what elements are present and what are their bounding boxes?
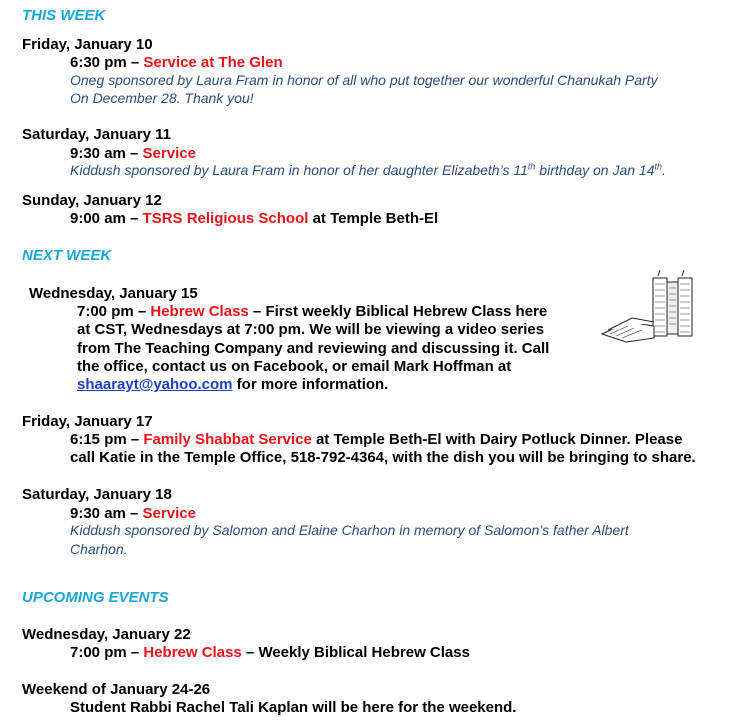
event-note: Oneg sponsored by Laura Fram in honor of all who put together our wonderful Chanukah Party (70, 72, 658, 88)
event-line (70, 644, 470, 661)
event-description: at Temple Beth-El with Dairy Potluck Dinner. Please (311, 431, 683, 448)
event-date: Wednesday, January 22 (22, 626, 191, 643)
event-line (70, 210, 438, 227)
event-time: 6:30 pm – (70, 54, 144, 71)
event-time: 6:15 pm – (70, 431, 144, 448)
event-description: at CST, Wednesdays at 7:00 pm. We will be viewing a video series (77, 321, 545, 338)
note-text: . (662, 162, 666, 178)
upcoming-events-heading: UPCOMING EVENTS (22, 589, 169, 606)
event-line (70, 431, 682, 448)
event-title: Family Shabbat Service (143, 431, 312, 448)
event-title: TSRS Religious School (142, 210, 309, 227)
event-line (77, 376, 388, 393)
event-date: Saturday, January 18 (22, 486, 172, 503)
event-description: call Katie in the Temple Office, 518-792-4364, with the dish you will be bringing to share. (70, 449, 696, 466)
event-time: 7:00 pm – (70, 644, 144, 661)
superscript: th (527, 161, 536, 172)
event-description: – First weekly Biblical Hebrew Class here (248, 303, 548, 320)
event-description: – Weekly Biblical Hebrew Class (241, 644, 470, 661)
event-date: Wednesday, January 15 (29, 285, 198, 302)
event-time: 9:30 am – (70, 145, 143, 162)
event-location: at Temple Beth-El (308, 210, 439, 227)
event-title: Hebrew Class (143, 644, 242, 661)
event-description: from The Teaching Company and reviewing and discussing it. Call (77, 340, 550, 357)
event-title: Service at The Glen (143, 54, 283, 71)
event-title: Service (142, 505, 196, 522)
event-date: Weekend of January 24-26 (22, 681, 211, 698)
this-week-heading: THIS WEEK (22, 7, 106, 24)
torah-scroll-icon (598, 268, 708, 344)
event-note: Kiddush sponsored by Salomon and Elaine Charhon in memory of Salomon’s father Albert (70, 522, 629, 538)
event-date: Saturday, January 11 (22, 126, 171, 143)
event-date: Friday, January 17 (22, 413, 153, 430)
event-note: Charhon. (70, 541, 128, 557)
event-description: the office, contact us on Facebook, or email Mark Hoffman at (77, 358, 512, 375)
email-link[interactable]: shaarayt@yahoo.com (77, 376, 233, 393)
event-time: 9:30 am – (70, 505, 143, 522)
event-title: Service (142, 145, 196, 162)
event-note (70, 162, 666, 178)
event-time: 9:00 am – (70, 210, 143, 227)
event-note: On December 28. Thank you! (70, 90, 254, 106)
note-text: Kiddush sponsored by Laura Fram in honor of her daughter Elizabeth’s 11 (70, 162, 528, 178)
note-text: birthday on Jan 14 (535, 162, 655, 178)
event-line (77, 303, 547, 320)
event-date: Sunday, January 12 (22, 192, 162, 209)
event-title: Hebrew Class (150, 303, 249, 320)
next-week-heading: NEXT WEEK (22, 247, 112, 264)
event-date: Friday, January 10 (22, 36, 153, 53)
superscript: th (654, 161, 663, 172)
event-time: 7:00 pm – (77, 303, 151, 320)
event-description: Student Rabbi Rachel Tali Kaplan will be here for the weekend. (70, 699, 517, 716)
event-line (70, 145, 196, 162)
event-line (70, 54, 283, 71)
event-description: for more information. (232, 376, 389, 393)
event-line (70, 505, 196, 522)
